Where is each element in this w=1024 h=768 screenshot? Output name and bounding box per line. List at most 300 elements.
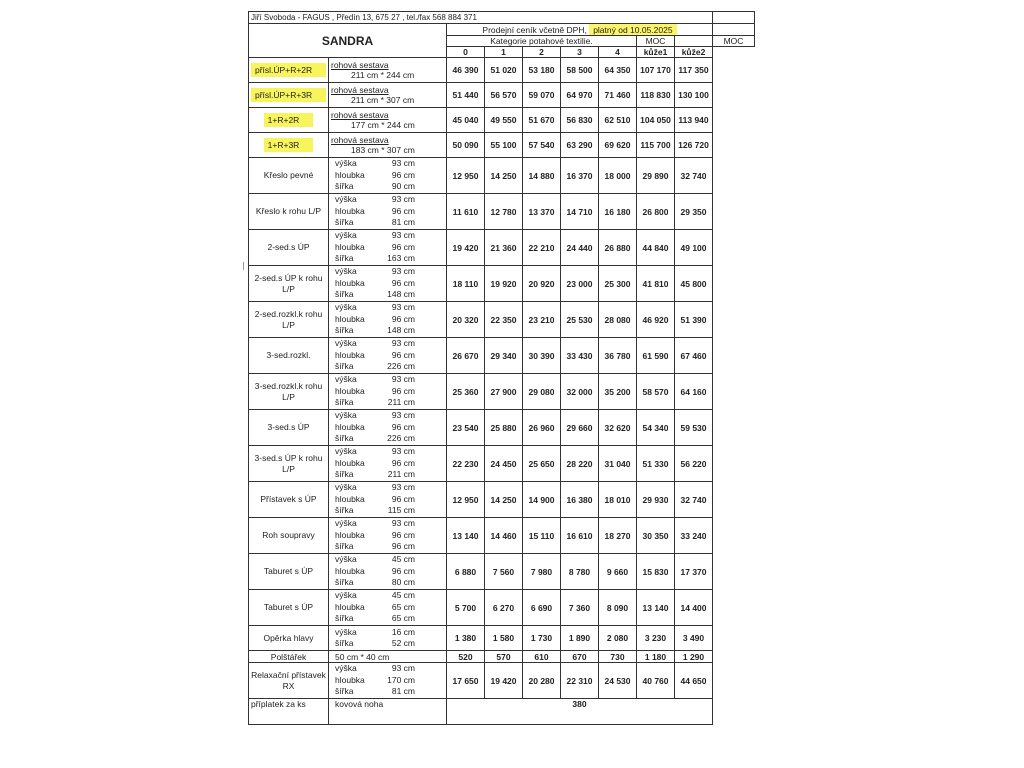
- dimension-value: 45 cm: [391, 554, 415, 565]
- price-cell: 15 110: [523, 518, 561, 554]
- dimension-label: šířka: [335, 686, 354, 697]
- category-label: Kategorie potahové textilie.: [447, 36, 637, 47]
- price-cell: 1 580: [485, 626, 523, 651]
- dimension-line: [335, 590, 444, 602]
- price-cell: 46 390: [447, 58, 485, 83]
- dimension-value: 93 cm: [391, 194, 415, 205]
- dimension-label: hloubka: [335, 241, 365, 252]
- dimension-line: [335, 266, 444, 278]
- price-cell: 46 920: [637, 302, 675, 338]
- price-cell: 58 500: [561, 58, 599, 83]
- price-cell: 22 230: [447, 446, 485, 482]
- price-cell: 23 540: [447, 410, 485, 446]
- dimension-value: 115 cm: [387, 505, 415, 516]
- dimension-value: 96 cm: [391, 313, 415, 324]
- price-cell: 14 900: [523, 482, 561, 518]
- item-dimensions: [329, 626, 447, 651]
- set-description: [329, 133, 447, 158]
- price-cell: 44 650: [675, 663, 713, 699]
- dimension-line: [335, 613, 444, 625]
- dimension-label: výška: [335, 626, 357, 637]
- dimension-label: hloubka: [335, 421, 365, 432]
- moc-label-2: MOC: [713, 36, 755, 47]
- dimension-line: [335, 397, 444, 409]
- price-cell: 16 370: [561, 158, 599, 194]
- dimension-value: 163 cm: [387, 253, 415, 264]
- item-name: 3-sed.s ÚP k rohu L/P: [249, 446, 329, 482]
- column-header: 3: [561, 47, 599, 58]
- item-name: 2-sed.s ÚP k rohu L/P: [249, 266, 329, 302]
- item-name: Roh soupravy: [249, 518, 329, 554]
- dimension-line: [335, 422, 444, 434]
- dimension-line: [335, 181, 444, 193]
- price-cell: 29 930: [637, 482, 675, 518]
- dimension-line: [335, 361, 444, 373]
- price-cell: 14 710: [561, 194, 599, 230]
- item-row: [249, 663, 755, 699]
- price-cell: 16 180: [599, 194, 637, 230]
- price-cell: 14 880: [523, 158, 561, 194]
- price-cell: 35 200: [599, 374, 637, 410]
- set-name-highlight: přísl.ÚP+R+2R: [251, 63, 326, 77]
- dimension-value: 93 cm: [391, 158, 415, 169]
- item-name: Taburet s ÚP: [249, 590, 329, 626]
- dimension-value: 93 cm: [391, 518, 415, 529]
- dimension-line: [335, 242, 444, 254]
- price-cell: 30 350: [637, 518, 675, 554]
- price-cell: 7 980: [523, 554, 561, 590]
- price-cell: 12 950: [447, 158, 485, 194]
- dimension-value: 65 cm: [391, 601, 415, 612]
- column-header: kůže1: [637, 47, 675, 58]
- price-list-sheet: [248, 11, 754, 748]
- dimension-line: [335, 217, 444, 229]
- price-cell: 29 080: [523, 374, 561, 410]
- dimension-value: 52 cm: [391, 638, 415, 648]
- dimension-value: 93 cm: [391, 663, 415, 674]
- price-cell: 59 530: [675, 410, 713, 446]
- dimension-label: výška: [335, 230, 357, 241]
- dimension-line: [335, 458, 444, 470]
- price-cell: 41 810: [637, 266, 675, 302]
- price-cell: 16 380: [561, 482, 599, 518]
- dimension-value: 93 cm: [391, 266, 415, 277]
- item-name: 2-sed.s ÚP: [249, 230, 329, 266]
- dimension-line: [335, 433, 444, 445]
- price-cell: 19 920: [485, 266, 523, 302]
- set-name-cell: [249, 83, 329, 108]
- price-cell: 32 740: [675, 158, 713, 194]
- dimension-label: hloubka: [335, 277, 365, 288]
- price-cell: 50 090: [447, 133, 485, 158]
- set-name-highlight: 1+R+2R: [264, 113, 314, 127]
- price-cell: 12 950: [447, 482, 485, 518]
- price-cell: 14 250: [485, 482, 523, 518]
- item-name: 2-sed.rozkl.k rohu L/P: [249, 302, 329, 338]
- price-cell: 63 290: [561, 133, 599, 158]
- item-dimensions: [329, 446, 447, 482]
- price-cell: 130 100: [675, 83, 713, 108]
- dimension-value: 211 cm: [387, 397, 415, 408]
- set-name-cell: [249, 133, 329, 158]
- price-cell: 33 430: [561, 338, 599, 374]
- price-cell: 23 210: [523, 302, 561, 338]
- price-cell: 27 900: [485, 374, 523, 410]
- item-dimensions: [329, 374, 447, 410]
- item-name: Křeslo k rohu L/P: [249, 194, 329, 230]
- price-cell: 7 360: [561, 590, 599, 626]
- item-dimensions: [329, 410, 447, 446]
- price-cell: 115 700: [637, 133, 675, 158]
- item-row: [249, 374, 755, 410]
- price-cell: 64 350: [599, 58, 637, 83]
- price-cell: 24 530: [599, 663, 637, 699]
- pillow-row: [249, 651, 755, 663]
- price-cell: 13 140: [447, 518, 485, 554]
- price-cell: 25 530: [561, 302, 599, 338]
- price-cell: 25 880: [485, 410, 523, 446]
- price-cell: 22 210: [523, 230, 561, 266]
- dimension-label: šířka: [335, 469, 354, 480]
- price-cell: 29 350: [675, 194, 713, 230]
- dimension-value: 65 cm: [391, 613, 415, 624]
- price-cell: 13 140: [637, 590, 675, 626]
- price-cell: 64 160: [675, 374, 713, 410]
- dimension-label: výška: [335, 518, 357, 529]
- set-type: rohová sestava: [331, 135, 389, 145]
- dimension-value: 45 cm: [391, 590, 415, 601]
- dimension-label: výška: [335, 374, 357, 385]
- price-cell: 49 550: [485, 108, 523, 133]
- set-description: [329, 108, 447, 133]
- dimension-label: hloubka: [335, 313, 365, 324]
- price-cell: 26 800: [637, 194, 675, 230]
- dimension-label: šířka: [335, 541, 354, 552]
- dimension-value: 96 cm: [391, 457, 415, 468]
- item-dimensions: [329, 554, 447, 590]
- corner-set-row: [249, 83, 755, 108]
- dimension-line: [335, 541, 444, 553]
- dimension-label: výška: [335, 194, 357, 205]
- dimension-label: výška: [335, 338, 357, 349]
- dimension-value: 96 cm: [391, 421, 415, 432]
- dimension-line: [335, 253, 444, 265]
- price-cell: 12 780: [485, 194, 523, 230]
- item-row: [249, 446, 755, 482]
- dimension-label: šířka: [335, 613, 354, 624]
- price-cell: 62 510: [599, 108, 637, 133]
- item-name: 3-sed.rozkl.: [249, 338, 329, 374]
- price-cell: 67 460: [675, 338, 713, 374]
- dimension-value: 148 cm: [387, 325, 415, 336]
- price-cell: 55 100: [485, 133, 523, 158]
- item-name: 3-sed.s ÚP: [249, 410, 329, 446]
- dimension-line: [335, 446, 444, 458]
- dimension-label: výška: [335, 482, 357, 493]
- price-cell: 11 610: [447, 194, 485, 230]
- corner-set-row: [249, 58, 755, 83]
- dimension-value: 211 cm: [387, 469, 415, 480]
- price-cell: 45 800: [675, 266, 713, 302]
- price-cell: 6 880: [447, 554, 485, 590]
- dimension-line: [335, 530, 444, 542]
- dimension-value: 93 cm: [391, 446, 415, 457]
- price-cell: 126 720: [675, 133, 713, 158]
- dimension-value: 96 cm: [391, 277, 415, 288]
- item-dimensions: [329, 266, 447, 302]
- price-cell: 32 740: [675, 482, 713, 518]
- set-size: 211 cm * 244 cm: [351, 70, 415, 80]
- dimension-value: 96 cm: [391, 205, 415, 216]
- price-cell: 6 690: [523, 590, 561, 626]
- dimension-line: [335, 374, 444, 386]
- price-cell: 14 460: [485, 518, 523, 554]
- dimension-value: 93 cm: [391, 230, 415, 241]
- dimension-value: 80 cm: [391, 577, 415, 588]
- price-cell: 9 660: [599, 554, 637, 590]
- price-cell: 29 660: [561, 410, 599, 446]
- price-cell: 53 180: [523, 58, 561, 83]
- moc-label-1: MOC: [637, 36, 675, 47]
- pillow-name: Polštářek: [249, 651, 329, 663]
- price-cell: 14 250: [485, 158, 523, 194]
- price-cell: 33 240: [675, 518, 713, 554]
- price-cell: 670: [561, 651, 599, 663]
- price-cell: 21 360: [485, 230, 523, 266]
- dimension-label: hloubka: [335, 601, 365, 612]
- dimension-value: 90 cm: [391, 181, 415, 192]
- dimension-value: 226 cm: [387, 433, 415, 444]
- dimension-line: [335, 338, 444, 350]
- item-row: [249, 482, 755, 518]
- price-cell: 18 000: [599, 158, 637, 194]
- price-cell: 59 070: [523, 83, 561, 108]
- price-cell: 24 450: [485, 446, 523, 482]
- price-cell: 1 380: [447, 626, 485, 651]
- column-header: 2: [523, 47, 561, 58]
- dimension-label: šířka: [335, 638, 354, 648]
- item-row: [249, 266, 755, 302]
- dimension-value: 96 cm: [391, 529, 415, 540]
- item-row: [249, 230, 755, 266]
- price-table: [248, 11, 755, 725]
- price-cell: 36 780: [599, 338, 637, 374]
- dimension-line: [335, 469, 444, 481]
- price-cell: 29 340: [485, 338, 523, 374]
- item-dimensions: [329, 230, 447, 266]
- price-cell: 26 880: [599, 230, 637, 266]
- set-size: 183 cm * 307 cm: [351, 145, 415, 155]
- price-cell: 49 100: [675, 230, 713, 266]
- dimension-label: šířka: [335, 181, 354, 192]
- dimension-value: 96 cm: [391, 385, 415, 396]
- column-header: 1: [485, 47, 523, 58]
- price-cell: 20 920: [523, 266, 561, 302]
- price-cell: 570: [485, 651, 523, 663]
- dimension-label: šířka: [335, 577, 354, 588]
- price-cell: 610: [523, 651, 561, 663]
- dimension-line: [335, 602, 444, 614]
- dimension-label: hloubka: [335, 385, 365, 396]
- price-cell: 30 390: [523, 338, 561, 374]
- price-cell: 19 420: [485, 663, 523, 699]
- dimension-label: výška: [335, 446, 357, 457]
- price-cell: 730: [599, 651, 637, 663]
- price-cell: 25 360: [447, 374, 485, 410]
- item-name: Taburet s ÚP: [249, 554, 329, 590]
- price-cell: 3 230: [637, 626, 675, 651]
- dimension-line: [335, 278, 444, 290]
- price-cell: 56 570: [485, 83, 523, 108]
- column-header: 0: [447, 47, 485, 58]
- item-row: [249, 158, 755, 194]
- item-name: Křeslo pevné: [249, 158, 329, 194]
- item-row: [249, 626, 755, 651]
- dimension-line: [335, 314, 444, 326]
- dimension-value: 93 cm: [391, 374, 415, 385]
- dimension-label: výška: [335, 590, 357, 601]
- dimension-label: šířka: [335, 397, 354, 408]
- dimension-label: hloubka: [335, 457, 365, 468]
- item-name: Přístavek s ÚP: [249, 482, 329, 518]
- dimension-line: [335, 350, 444, 362]
- price-cell: 16 610: [561, 518, 599, 554]
- price-cell: 44 840: [637, 230, 675, 266]
- dimension-value: 96 cm: [391, 541, 415, 552]
- pillow-size: 50 cm * 40 cm: [329, 651, 447, 663]
- price-cell: 51 330: [637, 446, 675, 482]
- price-cell: 107 170: [637, 58, 675, 83]
- price-cell: 118 830: [637, 83, 675, 108]
- dimension-value: 93 cm: [391, 338, 415, 349]
- item-row: [249, 590, 755, 626]
- dimension-value: 81 cm: [391, 686, 415, 697]
- price-cell: 32 000: [561, 374, 599, 410]
- valid-date-highlight: platný od 10.05.2025: [589, 24, 676, 36]
- dimension-line: [335, 638, 444, 650]
- price-cell: 8 090: [599, 590, 637, 626]
- dimension-value: 96 cm: [391, 169, 415, 180]
- price-cell: 17 650: [447, 663, 485, 699]
- dimension-label: hloubka: [335, 493, 365, 504]
- dimension-label: šířka: [335, 253, 354, 264]
- surcharge-name: příplatek za ks: [249, 699, 329, 725]
- price-cell: 520: [447, 651, 485, 663]
- dimension-line: [335, 554, 444, 566]
- dimension-line: [335, 230, 444, 242]
- column-header: kůže2: [675, 47, 713, 58]
- dimension-label: šířka: [335, 505, 354, 516]
- dimension-label: výška: [335, 410, 357, 421]
- price-cell: 18 110: [447, 266, 485, 302]
- dimension-label: šířka: [335, 361, 354, 372]
- price-cell: 56 830: [561, 108, 599, 133]
- dimension-line: [335, 577, 444, 589]
- set-type: rohová sestava: [331, 60, 389, 70]
- surcharge-row: [249, 699, 755, 725]
- price-cell: 45 040: [447, 108, 485, 133]
- set-name-highlight: 1+R+3R: [264, 138, 314, 152]
- dimension-line: [335, 325, 444, 337]
- price-cell: 20 320: [447, 302, 485, 338]
- dimension-label: hloubka: [335, 205, 365, 216]
- item-dimensions: [329, 338, 447, 374]
- dimension-label: šířka: [335, 433, 354, 444]
- item-name: 3-sed.rozkl.k rohu L/P: [249, 374, 329, 410]
- item-dimensions: [329, 663, 447, 699]
- dimension-label: hloubka: [335, 169, 365, 180]
- dimension-label: šířka: [335, 217, 354, 228]
- price-cell: 28 220: [561, 446, 599, 482]
- price-cell: 1 180: [637, 651, 675, 663]
- set-name-highlight: přísl.ÚP+R+3R: [251, 88, 326, 102]
- dimension-label: hloubka: [335, 529, 365, 540]
- price-cell: 113 940: [675, 108, 713, 133]
- dimension-value: 96 cm: [391, 565, 415, 576]
- dimension-line: [335, 289, 444, 301]
- price-cell: 14 400: [675, 590, 713, 626]
- item-row: [249, 338, 755, 374]
- set-type: rohová sestava: [331, 85, 389, 95]
- corner-set-row: [249, 108, 755, 133]
- price-note-row: [249, 24, 755, 36]
- dimension-value: 16 cm: [391, 626, 415, 637]
- price-cell: 64 970: [561, 83, 599, 108]
- dimension-label: šířka: [335, 325, 354, 336]
- dimension-line: [335, 158, 444, 170]
- item-dimensions: [329, 302, 447, 338]
- dimension-line: [335, 194, 444, 206]
- dimension-label: výška: [335, 554, 357, 565]
- price-cell: 29 890: [637, 158, 675, 194]
- price-cell: 25 650: [523, 446, 561, 482]
- dimension-value: 170 cm: [387, 674, 415, 685]
- dimension-label: hloubka: [335, 349, 365, 360]
- price-cell: 19 420: [447, 230, 485, 266]
- price-cell: 24 440: [561, 230, 599, 266]
- price-cell: 26 670: [447, 338, 485, 374]
- dimension-line: [335, 566, 444, 578]
- price-cell: 22 310: [561, 663, 599, 699]
- dimension-label: výška: [335, 302, 357, 313]
- price-cell: 15 830: [637, 554, 675, 590]
- dimension-line: [335, 482, 444, 494]
- supplier-row: [249, 12, 755, 24]
- set-size: 177 cm * 244 cm: [351, 120, 415, 130]
- price-cell: 51 440: [447, 83, 485, 108]
- dimension-label: hloubka: [335, 565, 365, 576]
- item-dimensions: [329, 482, 447, 518]
- dimension-line: [335, 505, 444, 517]
- price-cell: 17 370: [675, 554, 713, 590]
- dimension-label: výška: [335, 158, 357, 169]
- price-cell: 54 340: [637, 410, 675, 446]
- price-cell: 25 300: [599, 266, 637, 302]
- price-cell: 3 490: [675, 626, 713, 651]
- dimension-line: [335, 686, 444, 698]
- dimension-value: 93 cm: [391, 410, 415, 421]
- corner-set-row: [249, 133, 755, 158]
- price-cell: 1 730: [523, 626, 561, 651]
- dimension-line: [335, 494, 444, 506]
- column-header: 4: [599, 47, 637, 58]
- price-cell: 1 890: [561, 626, 599, 651]
- price-cell: 18 270: [599, 518, 637, 554]
- price-cell: 69 620: [599, 133, 637, 158]
- price-cell: 31 040: [599, 446, 637, 482]
- price-cell: 57 540: [523, 133, 561, 158]
- price-cell: 58 570: [637, 374, 675, 410]
